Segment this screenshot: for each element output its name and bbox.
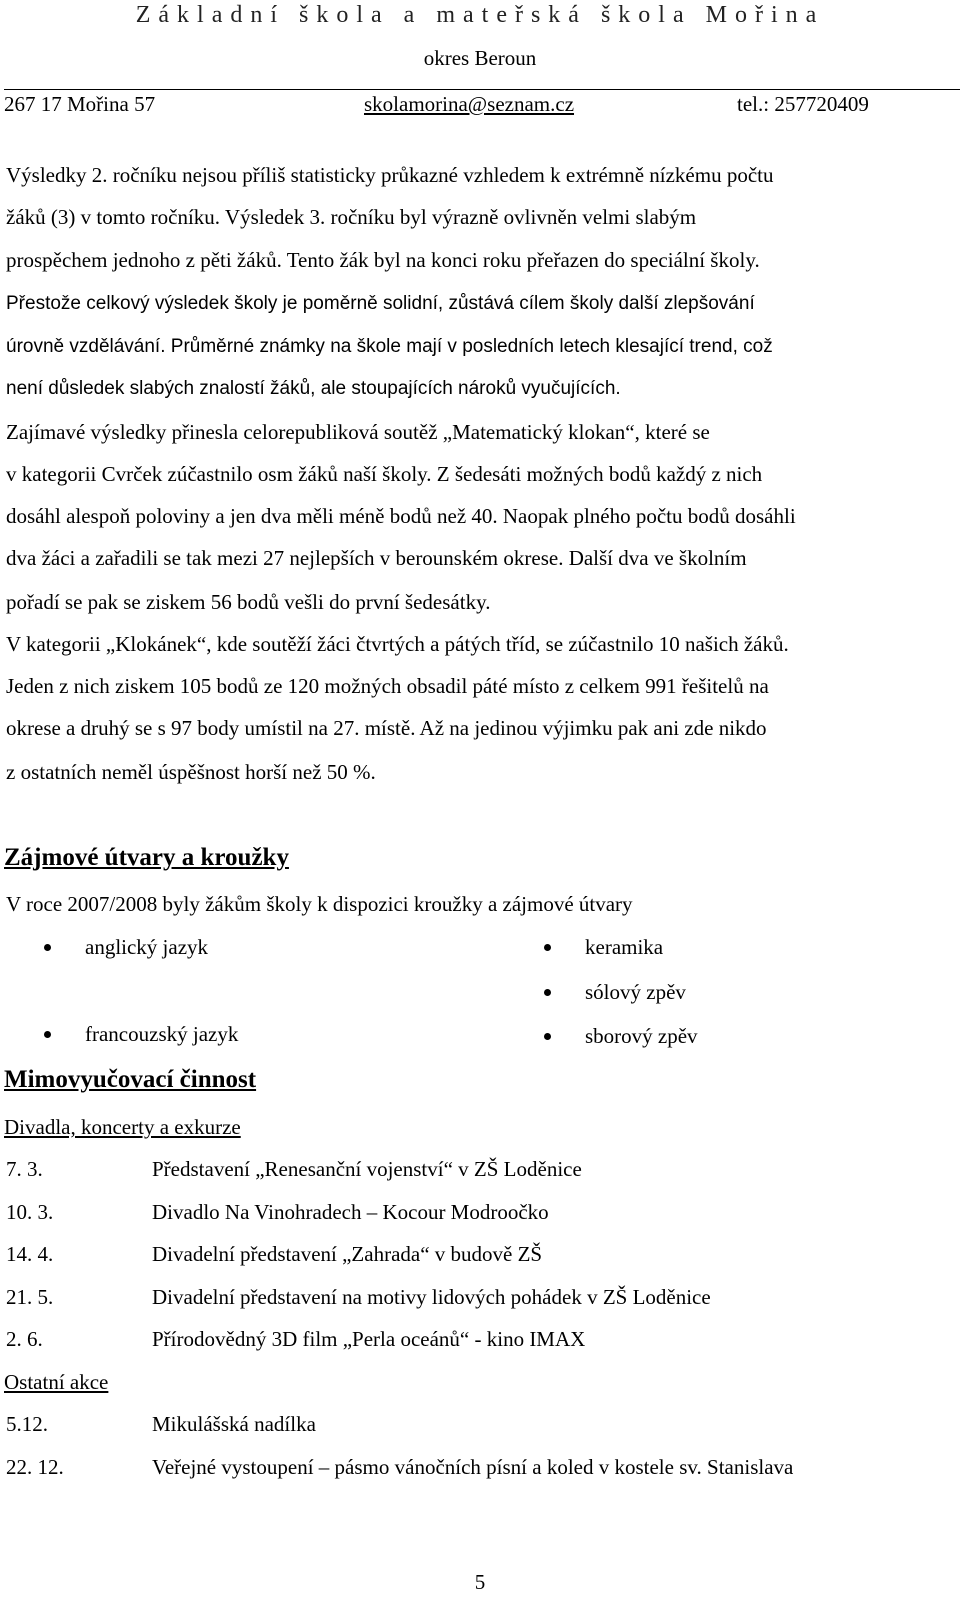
event-date: 7. 3. [6,1157,43,1181]
klokan-line: Zajímavé výsledky přinesla celorepubliková soutěž „Matematický klokan“, které se [6,420,710,444]
bullet-icon [44,944,51,951]
club-item: sólový zpěv [544,980,686,1005]
event-description: Divadelní představení „Zahrada“ v budově ZŠ [152,1242,543,1266]
theatre-heading: Divadla, koncerty a exkurze [4,1115,241,1139]
address: 267 17 Mořina 57 [4,92,156,116]
bullet-icon [544,989,551,996]
extracurricular-heading: Mimovyučovací činnost [4,1066,257,1093]
event-description: Přírodovědný 3D film „Perla oceánů“ - kino IMAX [152,1327,586,1351]
summary-line: Přestože celkový výsledek školy je poměrně solidní, zůstává cílem školy další zlepšování [6,293,755,314]
klokan-line: dosáhl alespoň poloviny a jen dva měli méně bodů než 40. Naopak plného počtu bodů dosáhli [6,504,796,528]
klokan-line: z ostatních neměl úspěšnost horší než 50 %. [6,760,376,784]
event-description: Divadelní představení na motivy lidových pohádek v ZŠ Loděnice [152,1285,711,1309]
event-date: 2. 6. [6,1327,43,1351]
event-date: 22. 12. [6,1455,64,1479]
event-date: 5.12. [6,1412,48,1436]
event-date: 10. 3. [6,1200,54,1224]
club-item: anglický jazyk [44,935,208,960]
district: okres Beroun [423,46,537,70]
klokan-line: pořadí se pak se ziskem 56 bodů vešli do první šedesátky. [6,590,491,614]
bullet-icon [544,944,551,951]
klokan-line: v kategorii Cvrček zúčastnilo osm žáků naší školy. Z šedesáti možných bodů každý z nich [6,462,763,486]
event-date: 21. 5. [6,1285,54,1309]
email-link[interactable]: skolamorina@seznam.cz [364,92,575,116]
bullet-icon [44,1031,51,1038]
club-item: francouzský jazyk [44,1022,238,1047]
event-description: Divadlo Na Vinohradech – Kocour Modroočko [152,1200,549,1224]
summary-line: úrovně vzdělávání. Průměrné známky na škole mají v posledních letech klesající trend, což [6,336,773,357]
club-item: keramika [544,935,663,960]
school-name: Základní škola a mateřská škola Mořina [135,2,825,28]
klokan-line: okrese a druhý se s 97 body umístil na 27. místě. Až na jedinou výjimku pak ani zde nikdo [6,716,767,740]
phone: tel.: 257720409 [737,92,869,116]
club-item: sborový zpěv [544,1024,698,1049]
page-number: 5 [474,1570,486,1594]
event-description: Představení „Renesanční vojenství“ v ZŠ Loděnice [152,1157,582,1181]
results-line: prospěchem jednoho z pěti žáků. Tento žák byl na konci roku přeřazen do speciální školy. [6,248,760,272]
klokan-line: Jeden z nich ziskem 105 bodů ze 120 možných obsadil páté místo z celkem 991 řešitelů na [6,674,769,698]
event-date: 14. 4. [6,1242,54,1266]
klokan-line: V kategorii „Klokánek“, kde soutěží žáci čtvrtých a pátých tříd, se zúčastnilo 10 našich žáků. [6,632,789,656]
header-rule [4,89,960,90]
results-line: Výsledky 2. ročníku nejsou příliš statisticky průkazné vzhledem k extrémně nízkému počtu [6,163,774,187]
bullet-icon [544,1033,551,1040]
results-line: žáků (3) v tomto ročníku. Výsledek 3. ročníku byl výrazně ovlivněn velmi slabým [6,205,697,229]
clubs-intro: V roce 2007/2008 byly žákům školy k dispozici kroužky a zájmové útvary [6,892,633,916]
summary-line: není důsledek slabých znalostí žáků, ale stoupajících nároků vyučujících. [6,378,621,399]
klokan-line: dva žáci a zařadili se tak mezi 27 nejlepších v berounském okrese. Další dva ve školním [6,546,747,570]
clubs-heading: Zájmové útvary a kroužky [4,844,289,871]
event-description: Veřejné vystoupení – pásmo vánočních písní a koled v kostele sv. Stanislava [152,1455,794,1479]
event-description: Mikulášská nadílka [152,1412,316,1436]
other-events-heading: Ostatní akce [4,1370,109,1394]
